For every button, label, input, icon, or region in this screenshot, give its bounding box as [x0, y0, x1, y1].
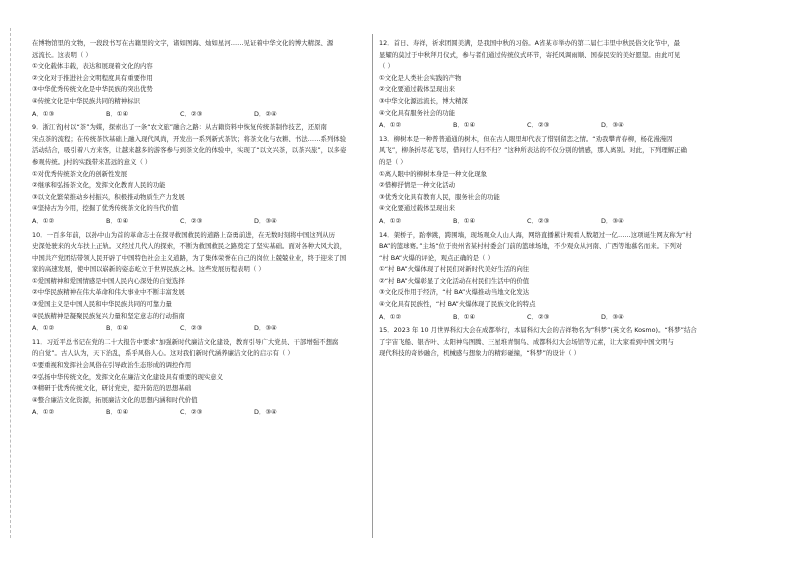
- stem-line: 活动结合，吸引着八方来客，让越来越多的游客参与到茶文化的体验中，实现了“以文兴茶，以茶兴旅”，以多姿: [32, 146, 347, 155]
- question-8: [32, 38, 368, 120]
- choice-letter: B．: [106, 216, 117, 225]
- option-statement: ③精研于优秀传统文化，研讨党史，提升防范的思想基础: [32, 384, 192, 393]
- option-statement: ②“村 BA”火爆彰显了文化活动在村民们生活中的价值: [379, 276, 530, 285]
- choice-letter: D．: [254, 324, 266, 333]
- choice-value: ①④: [116, 216, 129, 225]
- stem-line: （ ）: [379, 62, 394, 71]
- question-stem: [32, 337, 368, 360]
- question-stem: [32, 38, 368, 61]
- choice-value: ①②: [42, 216, 55, 225]
- choice-letter: C．: [180, 216, 191, 225]
- option-statement: ③优秀文化具有教育人民，服务社会的功能: [379, 192, 500, 201]
- choice-letter: C．: [180, 109, 191, 118]
- choice-value: ①④: [116, 109, 129, 118]
- answer-choice[interactable]: [180, 407, 254, 419]
- choice-letter: A．: [379, 312, 390, 321]
- answer-choice[interactable]: [601, 312, 675, 324]
- left-column: [32, 38, 368, 421]
- stem-line: 了宇宙飞船、银杏叶、太阳神鸟图腾、三星堆青铜鸟、成都科幻大会场馆等元素，让大家看到中国文明与: [379, 337, 674, 346]
- choice-value: ①②: [389, 121, 402, 130]
- choice-letter: D．: [601, 216, 613, 225]
- question-15: [379, 325, 771, 360]
- stem-line: 的是（ ）: [379, 157, 407, 166]
- question-stem: [379, 230, 771, 265]
- choice-value: ②③: [190, 408, 203, 417]
- choice-value: ①②: [389, 312, 402, 321]
- answer-choice[interactable]: [453, 312, 527, 324]
- answer-choice[interactable]: [254, 407, 328, 419]
- stem-line: 现代科技的奇妙融合，机械感与想象力的精彩碰撞，“科梦”的设计（ ）: [379, 349, 581, 358]
- answer-choices: [32, 109, 368, 121]
- option-statement: ②惜柳抒情是一种文化活动: [379, 181, 456, 190]
- question-11: [32, 337, 368, 419]
- answer-choice[interactable]: [254, 216, 328, 228]
- question-stem: [379, 38, 771, 73]
- option-statement: ④传统文化是中华民族共同的精神标识: [32, 96, 140, 105]
- answer-choice[interactable]: [180, 109, 254, 121]
- stem-line: 参观传统。J村的实践带来甚远的意义（ ）: [32, 157, 152, 166]
- answer-choice[interactable]: [254, 109, 328, 121]
- choice-value: ②③: [537, 312, 550, 321]
- question-stem: [32, 122, 368, 168]
- answer-choice[interactable]: [379, 120, 453, 132]
- choice-value: ③④: [265, 324, 277, 333]
- stem-line: 中国共产党团结带领人民开辟了中国特色社会主义道路，为了集体荣誉在自己的岗位上兢兢业业，终于迎来了国: [32, 253, 347, 262]
- answer-choice[interactable]: [527, 216, 601, 228]
- answer-choice[interactable]: [601, 120, 675, 132]
- option-statement: ②继承和弘扬茶文化，发挥文化教育人民的功能: [32, 181, 166, 190]
- stem-line: 9．浙江省J村以“茶”为媒，探索出了一条“农文旅”融合之路：从古籍资料中恢复传统茶制作技艺，还原南: [32, 123, 327, 132]
- answer-choice[interactable]: [453, 216, 527, 228]
- option-statement: ③以文化繁荣推动乡村振兴，积极推动物质生产力发展: [32, 192, 185, 201]
- question-stem: [32, 230, 368, 276]
- stem-line: 10．一百多年前，以孙中山为首的革命志士在探寻救国救民的道路上奋勇前进，在无数时刻将中国这列从历: [32, 230, 336, 239]
- answer-choices: [32, 216, 368, 228]
- stem-line: 14．架桥子，跆拳跳，跨围墙，现场观众人山人海，网络直播累计观看人数超过一亿……这项诞生网友称为“村: [379, 230, 692, 239]
- choice-letter: A．: [379, 216, 390, 225]
- right-column: [379, 38, 771, 362]
- choice-value: ③④: [612, 312, 624, 321]
- choice-letter: A．: [32, 408, 43, 417]
- answer-choice[interactable]: [32, 407, 106, 419]
- option-statement: ②弘扬中华传统文化，发挥文化在廉洁文化建设具有重要的现实意义: [32, 372, 224, 381]
- option-statement: ①离人眼中的柳树本身是一种文化现象: [379, 169, 487, 178]
- choice-letter: C．: [527, 312, 538, 321]
- choice-letter: A．: [32, 324, 43, 333]
- answer-choice[interactable]: [379, 312, 453, 324]
- stem-line: 远流长。这表明（ ）: [32, 50, 92, 59]
- option-statement: ③爱国主义是中国人民和中华民族共同的可靠力量: [32, 300, 172, 309]
- answer-choices: [32, 323, 368, 335]
- stem-line: 13．柳树本是一种普普通通的树木，但在古人眼里却代表了惜别留恋之情。“劝我攀青春柳，杨花漫漫因: [379, 134, 673, 143]
- option-statement: ①文化载体丰载，表达和展现着文化的内容: [32, 62, 153, 71]
- choice-letter: C．: [180, 408, 191, 417]
- choice-value: ③④: [265, 216, 277, 225]
- option-statement: ④整合廉洁文化资源，拓展廉洁文化的思想内涵和时代价值: [32, 395, 198, 404]
- choice-letter: D．: [254, 216, 266, 225]
- stem-line: “村 BA”火爆的评论，观点正确的是（ ）: [379, 253, 494, 262]
- choice-value: ③④: [265, 408, 277, 417]
- option-statement: ②文化对于推进社会文明程度具有重要作用: [32, 73, 153, 82]
- choice-letter: A．: [379, 121, 390, 130]
- option-statement: ①对优秀传统茶文化的创新性发展: [32, 169, 128, 178]
- answer-choice[interactable]: [32, 323, 106, 335]
- answer-choice[interactable]: [180, 323, 254, 335]
- answer-choice[interactable]: [106, 216, 180, 228]
- choice-value: ②③: [190, 324, 203, 333]
- choice-value: ①②: [42, 408, 55, 417]
- question-9: [32, 122, 368, 227]
- choice-value: ②③: [537, 121, 550, 130]
- question-13: [379, 134, 771, 228]
- choice-value: ②③: [190, 109, 203, 118]
- answer-choices: [379, 120, 771, 132]
- stem-line: 风飞”，柳条折尽花飞尽，借问行人归不归？”这种所表达的不仅分别的情感，那人离别。对此，下列理解正确: [379, 146, 687, 155]
- answer-choices: [379, 216, 771, 228]
- stem-line: 宋点茶的流程；在传统茶饮基础上融入现代风尚，开发出一系列新式茶饮；将茶文化与农耕、书法……系列体验: [32, 134, 347, 143]
- answer-choice[interactable]: [254, 323, 328, 335]
- choice-value: ①④: [116, 408, 129, 417]
- option-statement: ④文化具有民族性，“村 BA”火爆体现了民族文化的特点: [379, 300, 536, 309]
- stem-line: 显耀的莫过于中秋拜月仪式，参与者们通过传统仪式环节，寄托风调雨顺、国泰民安的美好愿望。由此可见: [379, 50, 681, 59]
- option-statement: ①爱国精神和爱国情感是中国人民内心深处的自觉选择: [32, 276, 185, 285]
- stem-line: 的自觉”。古人认为，天下治乱，系乎风俗人心。这对我们新时代涵养廉洁文化的启示有（ ）: [32, 349, 294, 358]
- answer-choice[interactable]: [453, 120, 527, 132]
- option-statement: ①“村 BA”火爆体现了村民们对新时代美好生活的向往: [379, 265, 530, 274]
- answer-choice[interactable]: [106, 109, 180, 121]
- choice-value: ①④: [463, 312, 476, 321]
- choice-letter: A．: [32, 109, 43, 118]
- choice-value: ①④: [116, 324, 129, 333]
- choice-value: ③④: [612, 121, 624, 130]
- stem-line: 家的高速发展，使中国以崭新的姿态屹立于世界民族之林。这些发展历程表明（ ）: [32, 265, 265, 274]
- stem-line: 在博物馆里的文物，一段段书写在古籍里的文字，诸如图海、灿如星河……见证着中华文化的博大精深、源: [32, 39, 334, 47]
- stem-line: 11．习近平总书记在党的二十大报告中要求“加强新时代廉洁文化建设，教育引导广大党员、干部增强不想腐: [32, 337, 339, 346]
- answer-choices: [32, 407, 368, 419]
- option-statement: ④文化具有服务社会的功能: [379, 108, 456, 117]
- choice-letter: D．: [601, 312, 613, 321]
- answer-choice[interactable]: [601, 216, 675, 228]
- choice-value: ①④: [463, 121, 476, 130]
- choice-letter: B．: [453, 121, 464, 130]
- option-statement: ②文化要通过载体呈现出来: [379, 85, 456, 94]
- choice-letter: A．: [32, 216, 43, 225]
- choice-letter: C．: [527, 121, 538, 130]
- choice-value: ①④: [463, 216, 476, 225]
- choice-value: ①②: [42, 324, 55, 333]
- choice-value: ②④: [265, 109, 277, 118]
- answer-choice[interactable]: [379, 216, 453, 228]
- stem-line: 15．2023 年 10 月世界科幻大会在成都举行，本届科幻大会的吉祥物名为“科梦”(英文名 Kosmo)。“科梦”结合: [379, 326, 697, 335]
- option-statement: ③中华文化源远流长，博大精深: [379, 96, 468, 105]
- question-stem: [379, 134, 771, 169]
- stem-line: 史深处驶来的火车扶上正轨。又经过几代人的探索，不断为救国救民之路奠定了坚实基础。面对各种大风大浪，: [32, 242, 347, 251]
- choice-letter: B．: [106, 408, 117, 417]
- option-statement: ④坚持古为今用，挖掘了优秀传统茶文化的当代价值: [32, 204, 179, 213]
- choice-value: ②③: [190, 216, 203, 225]
- question-10: [32, 230, 368, 335]
- choice-letter: D．: [254, 109, 266, 118]
- answer-choice[interactable]: [527, 120, 601, 132]
- choice-value: ①③: [42, 109, 55, 118]
- answer-choice[interactable]: [32, 216, 106, 228]
- option-statement: ②中华民族精神在伟大革命和伟大事业中不断丰富发展: [32, 288, 185, 297]
- answer-choices: [379, 312, 771, 324]
- option-statement: ③中华优秀传统文化是中华民族的突出优势: [32, 85, 153, 94]
- question-stem: [379, 325, 771, 360]
- choice-letter: D．: [254, 408, 266, 417]
- answer-choice[interactable]: [32, 109, 106, 121]
- choice-value: ③④: [612, 216, 624, 225]
- option-statement: ①文化是人类社会实践的产物: [379, 73, 462, 82]
- answer-choice[interactable]: [106, 323, 180, 335]
- choice-letter: D．: [601, 121, 613, 130]
- stem-line: 12．首日、寿祥，祈求团圆美满，是我国中秋的习俗。A省某市举办的第二届仁丰里中秋民俗文化节中，最: [379, 39, 681, 47]
- choice-letter: B．: [106, 324, 117, 333]
- option-statement: ④文化要通过载体呈现出来: [379, 204, 456, 213]
- choice-letter: B．: [453, 216, 464, 225]
- option-statement: ③文化反作用于经济，“村 BA”火爆推动当地文化发达: [379, 288, 530, 297]
- choice-value: ②③: [537, 216, 550, 225]
- stem-line: BA”的篮球赛。”主场“位于贵州省某村村委会门前的篮球场地，不少观众从河南、广西等地慕名而来。下列对: [379, 242, 683, 251]
- answer-choice[interactable]: [106, 407, 180, 419]
- choice-letter: B．: [453, 312, 464, 321]
- option-statement: ④民族精神是凝聚民族复兴力量和坚定意志的行动指南: [32, 311, 185, 320]
- answer-choice[interactable]: [180, 216, 254, 228]
- question-14: [379, 230, 771, 324]
- binding-margin-line: [10, 28, 11, 538]
- choice-letter: B．: [106, 109, 117, 118]
- column-divider: [372, 34, 373, 538]
- answer-choice[interactable]: [527, 312, 601, 324]
- choice-value: ①②: [389, 216, 402, 225]
- choice-letter: C．: [527, 216, 538, 225]
- choice-letter: C．: [180, 324, 191, 333]
- option-statement: ①要重视和发挥社会风俗在引导政治生态形成的调控作用: [32, 361, 192, 370]
- question-12: [379, 38, 771, 132]
